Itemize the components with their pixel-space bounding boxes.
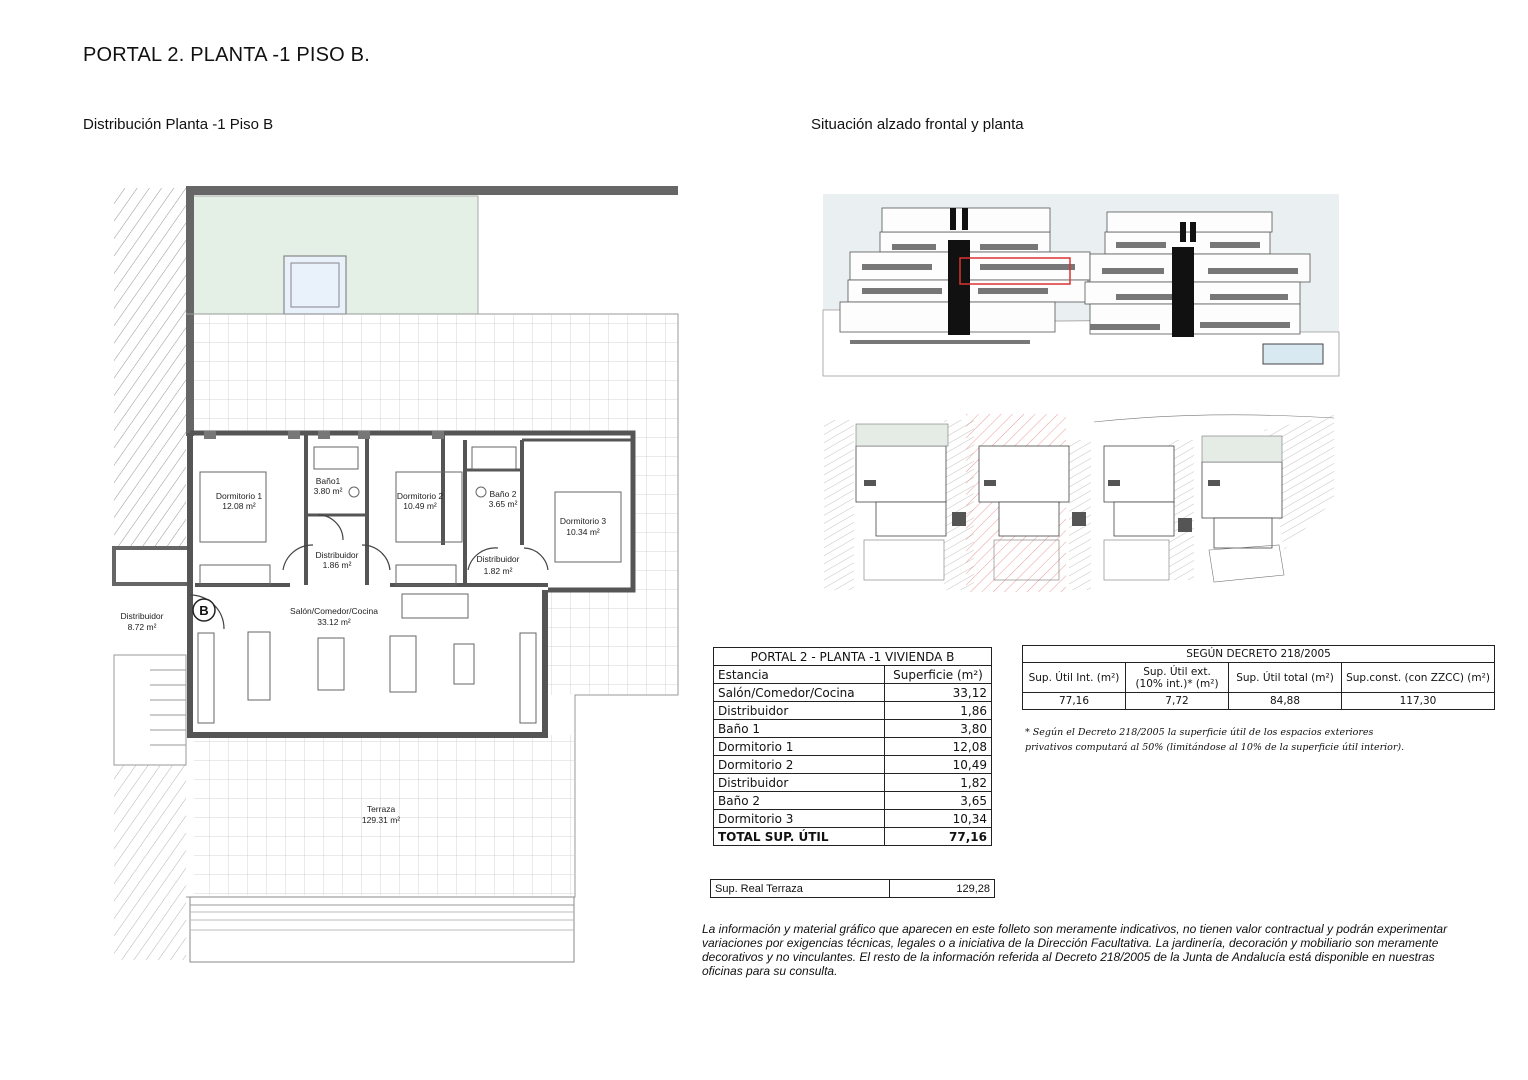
table-row bbox=[714, 702, 992, 720]
room-area: 10.49 m² bbox=[403, 501, 437, 511]
room-name: Baño 2 bbox=[714, 792, 885, 810]
room-area: 1.82 m² bbox=[483, 566, 513, 576]
room-name: Dormitorio 2 bbox=[714, 756, 885, 774]
room-area: 129.31 m² bbox=[361, 815, 401, 825]
outer-wall bbox=[186, 186, 678, 195]
room-label: Baño1 bbox=[315, 476, 341, 486]
room-area: 33.12 m² bbox=[317, 617, 351, 627]
floor-plan bbox=[100, 180, 690, 970]
table-row bbox=[714, 738, 992, 756]
table-row bbox=[714, 774, 992, 792]
room-value: 3,65 bbox=[885, 792, 992, 810]
decree-note-line-1: * Según el Decreto 218/2005 la superficie útil de los espacios exteriores bbox=[1025, 727, 1374, 738]
disclaimer-text: La información y material gráfico que aparecen en este folleto son meramente indicativos, no tienen valor contractual y podrán experimentar variaciones por exigencias técnicas, legales o a iniciativa de la Dirección Facultativa. La jardinería, decoración y mobiliario son meramente decorativos y no vinculantes. El resto de la información referida al Decreto 218/2005 de la Junta de Andalucía está disponible en nuestras oficinas para su consulta. bbox=[702, 922, 1448, 978]
room-area: 3.65 m² bbox=[488, 499, 518, 509]
room-value: 10,49 bbox=[885, 756, 992, 774]
decree-col: Sup. Útil Int. (m²) bbox=[1023, 663, 1126, 693]
decree-col: Sup. Útil total (m²) bbox=[1229, 663, 1342, 693]
unit-marker-label: B bbox=[199, 603, 209, 618]
room-area: 10.34 m² bbox=[566, 527, 600, 537]
decree-col: Sup. Útil ext. (10% int.)* (m²) bbox=[1126, 663, 1229, 693]
room-value: 1,86 bbox=[885, 702, 992, 720]
room-value: 33,12 bbox=[885, 684, 992, 702]
decree-note-line-2: privativos computará al 50% (limitándose al 10% de la superficie útil interior). bbox=[1025, 742, 1405, 753]
table-row bbox=[714, 684, 992, 702]
skylight bbox=[284, 256, 346, 314]
decree-header: SEGÚN DECRETO 218/2005 bbox=[1023, 646, 1495, 663]
table-total-row bbox=[714, 828, 992, 846]
terrace-table bbox=[710, 879, 995, 898]
decree-table bbox=[1022, 645, 1495, 710]
room-label: Salón/Comedor/Cocina bbox=[290, 606, 378, 616]
total-value: 77,16 bbox=[885, 828, 992, 846]
room-value: 12,08 bbox=[885, 738, 992, 756]
table-row bbox=[714, 756, 992, 774]
room-area: 3.80 m² bbox=[313, 486, 343, 496]
table-row bbox=[714, 792, 992, 810]
room-name: Dormitorio 3 bbox=[714, 810, 885, 828]
room-label: Baño 2 bbox=[489, 489, 517, 499]
terrace-tiles bbox=[194, 315, 678, 433]
room-value: 1,82 bbox=[885, 774, 992, 792]
decree-value: 117,30 bbox=[1342, 693, 1495, 710]
room-label: Distribuidor bbox=[120, 611, 164, 621]
room-name: Salón/Comedor/Cocina bbox=[714, 684, 885, 702]
room-value: 3,80 bbox=[885, 720, 992, 738]
room-area-table bbox=[713, 647, 992, 846]
room-label: Dormitorio 1 bbox=[215, 491, 263, 501]
site-plan bbox=[824, 410, 1340, 594]
page-title: PORTAL 2. PLANTA -1 PISO B. bbox=[83, 44, 370, 66]
terrace-steps bbox=[190, 897, 574, 962]
decree-value: 7,72 bbox=[1126, 693, 1229, 710]
room-label: Dormitorio 2 bbox=[396, 491, 444, 501]
front-elevation bbox=[820, 192, 1342, 380]
room-table-header: PORTAL 2 - PLANTA -1 VIVIENDA B bbox=[714, 648, 992, 666]
room-name: Dormitorio 1 bbox=[714, 738, 885, 756]
terrace-label: Sup. Real Terraza bbox=[711, 880, 890, 898]
floorplan-subtitle: Distribución Planta -1 Piso B bbox=[83, 116, 274, 133]
table-row bbox=[714, 720, 992, 738]
decree-value: 84,88 bbox=[1229, 693, 1342, 710]
room-label: Dormitorio 3 bbox=[559, 516, 607, 526]
decree-value: 77,16 bbox=[1023, 693, 1126, 710]
room-label: Terraza bbox=[366, 804, 396, 814]
room-area: 12.08 m² bbox=[222, 501, 256, 511]
situation-subtitle: Situación alzado frontal y planta bbox=[811, 116, 1024, 133]
room-area: 8.72 m² bbox=[127, 622, 157, 632]
room-label: Distribuidor bbox=[315, 550, 359, 560]
room-table-col-room: Estancia bbox=[714, 666, 885, 684]
terrace-value: 129,28 bbox=[890, 880, 995, 898]
room-table-col-area: Superficie (m²) bbox=[885, 666, 992, 684]
room-name: Distribuidor bbox=[714, 702, 885, 720]
room-area: 1.86 m² bbox=[322, 560, 352, 570]
total-label: TOTAL SUP. ÚTIL bbox=[714, 828, 885, 846]
decree-col: Sup.const. (con ZZCC) (m²) bbox=[1342, 663, 1495, 693]
table-row bbox=[714, 810, 992, 828]
slope-hatch bbox=[114, 188, 186, 548]
room-value: 10,34 bbox=[885, 810, 992, 828]
room-label: Distribuidor bbox=[476, 554, 520, 564]
room-name: Distribuidor bbox=[714, 774, 885, 792]
room-name: Baño 1 bbox=[714, 720, 885, 738]
